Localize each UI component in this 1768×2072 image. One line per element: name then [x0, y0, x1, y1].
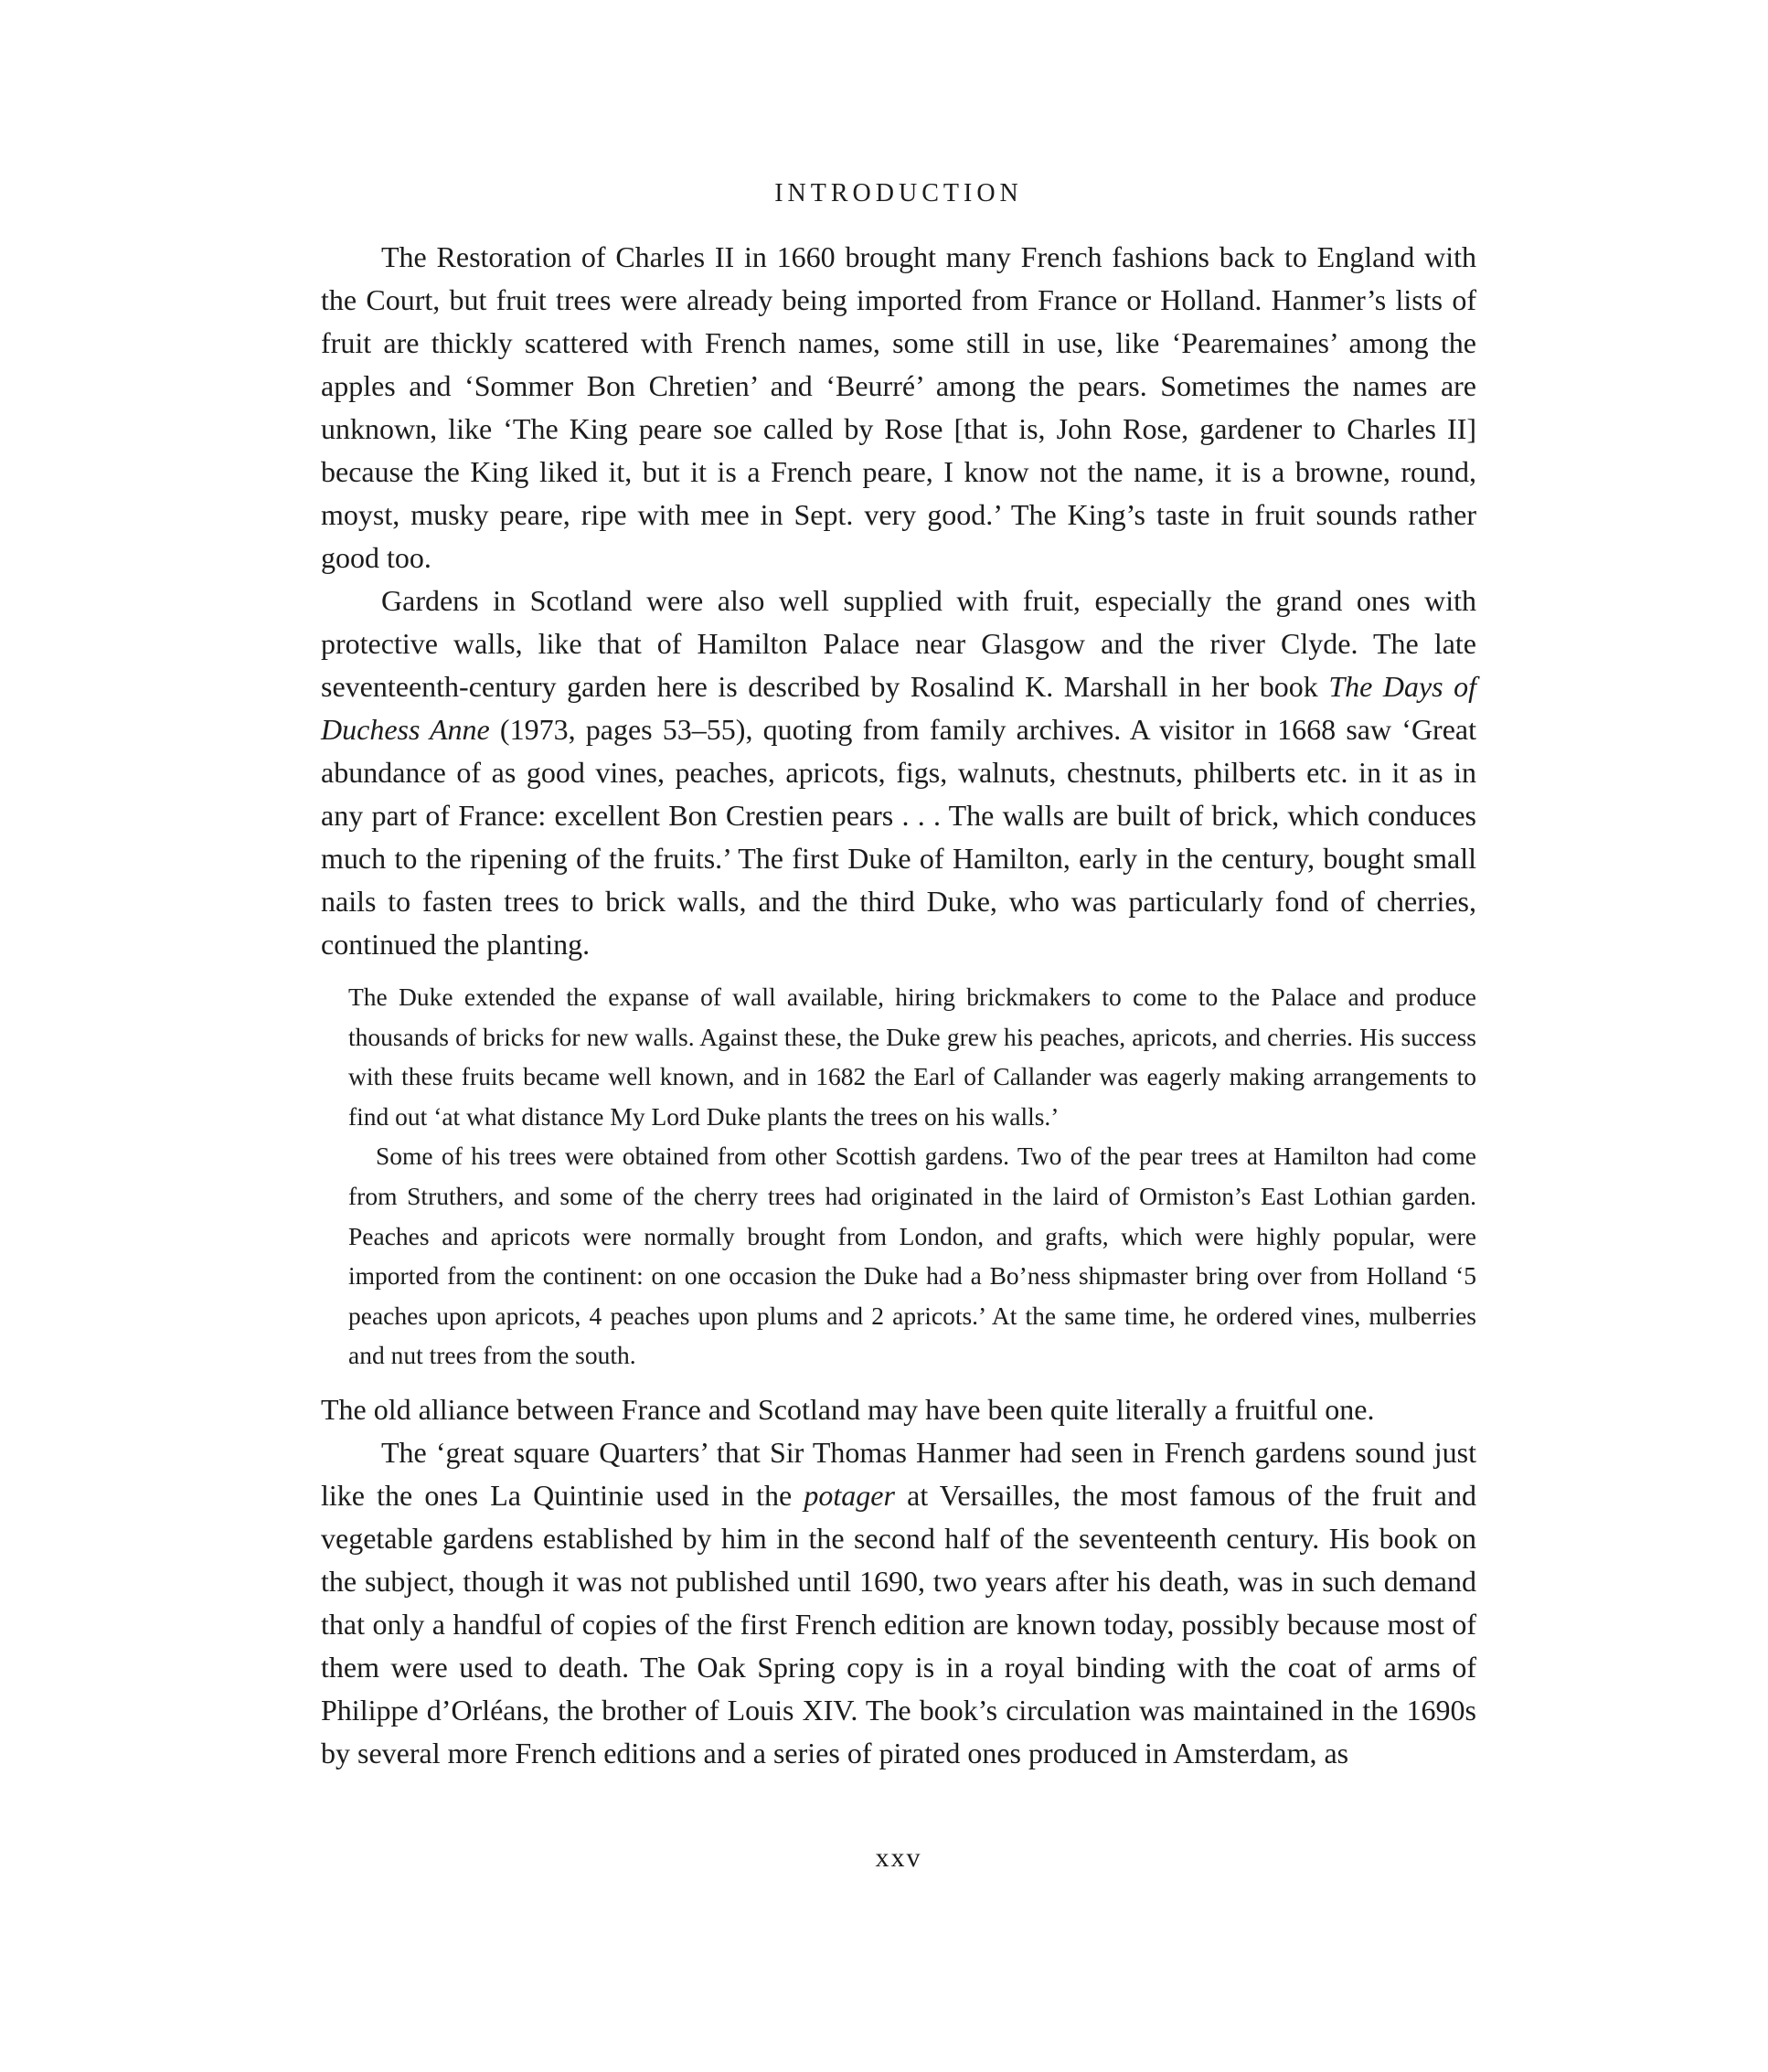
- paragraph-restoration: The Restoration of Charles II in 1660 brought many French fashions back to England with the Court, but fruit trees were already being imported from France or Holland. Hanmer’s lists of fruit are thickly scattered with French names, some still in use, like ‘Pearemaines’ among the apples and ‘Sommer Bon Chretien’ and ‘Beurré’ among the pears. Sometimes the names are unknown, like ‘The King peare soe called by Rose [that is, John Rose, gardener to Charles II] because the King liked it, but it is a French peare, I know not the name, it is a browne, round, moyst, musky peare, ripe with mee in Sept. very good.’ The King’s taste in fruit sounds rather good too.: [321, 240, 1476, 574]
- page-number: xxv: [875, 1843, 922, 1873]
- paragraph-text: Gardens in Scotland were also well supplied with fruit, especially the grand ones with protective walls, like that of Hamilton Palace near Glasgow and the river Clyde. The late seventeenth-century garden here is described by Rosalind K. Marshall in her book: [321, 584, 1476, 703]
- italic-term: potager: [804, 1478, 895, 1512]
- paragraph-scotland-gardens: [321, 579, 1476, 966]
- paragraph-text: The ‘great square Quarters’ that Sir Thomas Hanmer had seen in French gardens sound just like the ones La Quintinie used in the: [321, 1435, 1476, 1512]
- book-title: The Days of Duchess Anne: [321, 670, 1476, 746]
- paragraph-la-quintinie: [321, 1431, 1476, 1775]
- quote-paragraph-walls: The Duke extended the expanse of wall available, hiring brickmakers to come to the Palace and produce thousands of bricks for new walls. Against these, the Duke grew his peaches, apricots, and cherries. His success with these fruits became well known, and in 1682 the Earl of Callander was eagerly making arrangements to find out ‘at what distance My Lord Duke plants the trees on his walls.’: [348, 983, 1476, 1131]
- paragraph-text: (1973, pages 53–55), quoting from family archives. A visitor in 1668 saw ‘Great abundance of as good vines, peaches, apricots, figs, walnuts, chestnuts, philberts etc. in it as in any part of France: excellent Bon Crestien pears . . . The walls are built of brick, which conduces much to the ripening of the fruits.’ The first Duke of Hamilton, early in the century, bought small nails to fasten trees to brick walls, and the third Duke, who was particularly fond of cherries, continued the planting.: [321, 713, 1477, 961]
- paragraph-old-alliance: The old alliance between France and Scotland may have been quite literally a fruitful one.: [321, 1392, 1375, 1426]
- paragraph-text: at Versailles, the most famous of the fruit and vegetable gardens established by him in the second half of the seventeenth century. His book on the subject, though it was not published until 1690, two years after his death, was in such demand that only a handful of copies of the first French edition are known today, possibly because most of them were used to death. The Oak Spring copy is in a royal binding with the coat of arms of Philippe d’Orléans, the brother of Louis XIV. The book’s circulation was maintained in the 1690s by several more French editions and a series of pirated ones produced in Amsterdam, as: [321, 1478, 1477, 1769]
- running-head: INTRODUCTION: [774, 179, 1023, 207]
- quote-paragraph-trees: Some of his trees were obtained from other Scottish gardens. Two of the pear trees at Hamilton had come from Struthers, and some of the cherry trees had originated in the laird of Ormiston’s East Lothian garden. Peaches and apricots were normally brought from London, and grafts, which were highly popular, were imported from the continent: on one occasion the Duke had a Bo’ness shipmaster bring over from Holland ‘5 peaches upon apricots, 4 peaches upon plums and 2 apricots.’ At the same time, he ordered vines, mulberries and nut trees from the south.: [348, 1142, 1476, 1370]
- book-page: [321, 0, 1476, 2072]
- block-quotation: [348, 977, 1476, 1376]
- body-text: [321, 236, 1476, 1775]
